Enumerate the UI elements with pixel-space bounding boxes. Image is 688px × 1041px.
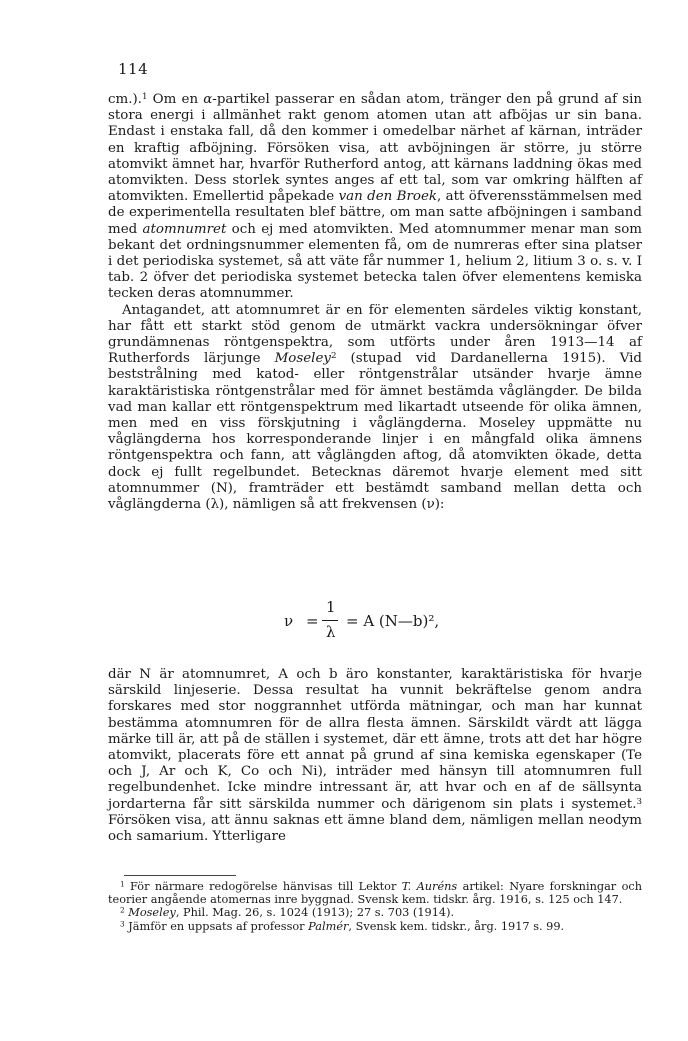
paragraph-1: [108, 92, 642, 303]
fraction-bar: [322, 620, 338, 621]
italic-text: T. Auréns: [401, 880, 458, 893]
main-text-lower: [108, 667, 642, 845]
formula-numerator: 1: [326, 598, 336, 616]
italic-text: α: [203, 92, 213, 107]
text-run: , Phil. Mag. 26, s. 1024 (1913); 27 s. 703 (1914).: [175, 906, 455, 920]
text-run: Om en: [147, 92, 204, 107]
text-run: , att öfverensstämmelsen med de experimentella resultaten blef bättre, om man satte afböjningen i samband med: [108, 189, 642, 237]
page-number: 114: [118, 60, 149, 78]
text-run: Jämför en uppsats af professor: [124, 919, 309, 933]
text-run: (stupad vid Dardanellerna 1915). Vid beststrålning med katod- eller röntgenstrålar utsänder hvarje ämne karaktäristiska röntgenstrålar med för ämnet bestämda våglängder. De bilda vad man kallar ett röntgenspektrum med likartadt utseende för olika ämnen, men med en viss förskjutning i våglängderna. Moseley uppmätte nu våglängderna hos korresponderande linjer i en mångfald olika ämnens röntgenspektra och fann, att våglängden aftog, då atomvikten ökade, detta dock ej fullt regelbundet. Betecknas däremot hvarje element med sitt atomnummer (N), framträder ett bestämdt samband mellan detta och våglängderna (λ), nämligen så att frekvensen (ν):: [108, 351, 642, 513]
italic-text: Moseley: [128, 906, 176, 920]
text-run: och ej med atomvikten. Med atomnummer menar man som bekant det ordningsnummer elementen få, om de numreras efter sina platser i det periodiska systemet, så att väte får nummer 1, helium 2, litium 3 o. s. v. I tab. 2 öfver det periodiska systemet betecka talen öfver elementens kemiska tecken deras atomnummer.: [108, 221, 643, 302]
footnote-marker: 3: [120, 919, 125, 929]
text-run: , Svensk kem. tidskr., årg. 1917 s. 99.: [348, 919, 565, 933]
footnote-marker: 2: [120, 906, 125, 916]
text-run: artikel: Nyare forskningar och teorier angående atomernas inre byggnad. Svensk kem. tidskr. årg. 1916, s. 125 och 147.: [108, 880, 642, 907]
equation-frequency: [0, 598, 688, 644]
footnote-marker: 2: [330, 351, 337, 362]
formula-lhs: ν: [284, 612, 294, 630]
main-text-upper: [108, 92, 642, 513]
italic-text: atomnumret: [142, 221, 227, 237]
text-run: Försöken visa, att ännu saknas ett ämne bland dem, nämligen mellan neodym och samarium. Ytterligare: [108, 812, 642, 845]
text-run: För närmare redogörelse hänvisas till Lektor: [124, 880, 402, 893]
italic-text: van den Broek: [338, 189, 438, 205]
footnote-2: [108, 906, 642, 919]
text-run: där N är atomnumret, A och b äro konstanter, karaktäristiska för hvarje särskild linjeserie. Dessa resultat ha vunnit bekräftelse genom andra forskares med stor noggrannhet utförda mätningar, och man har kunnat bestämma atomnumren för de allra flesta ämnen. Särskildt värdt att lägga märke till är, att på de ställen i systemet, där ett ämne, trots att det har högre atomvikt, placerats före ett annat på grund af sina kemiska egenskaper (Te och J, Ar och K, Co och Ni), inträder med hänsyn till atomnumren full regelbundenhet. Icke mindre intressant är, att hvar och en af de sällsynta jordarterna får sitt särskilda nummer och därigenom sin plats i systemet.: [108, 667, 642, 812]
footnote-marker: 1: [120, 879, 125, 889]
footnote-rule: [124, 875, 236, 876]
footnote-marker: 3: [636, 796, 642, 807]
paragraph-lower-1: [108, 667, 642, 845]
footnote-3: [108, 920, 642, 933]
formula-denominator: λ: [326, 623, 336, 641]
formula-rhs: = A (N—b)²,: [346, 612, 440, 630]
formula-equals: =: [306, 612, 319, 630]
paragraph-2: [108, 303, 642, 514]
footnote-1: [108, 880, 642, 906]
footnote-marker: 1: [141, 92, 148, 103]
footnotes: [108, 880, 642, 933]
italic-text: Moseley: [274, 351, 331, 367]
text-run: -partikel passerar en sådan atom, tränger den på grund af sin stora energi i allmänhet rakt genom atomen utan att afböjas ur sin bana. Endast i enstaka fall, då den kommer i omedelbar närhet af kärnan, inträder en kraftig afböjning. Försöken visa, att avböjningen är större, ju större atomvikt ämnet har, hvarför Rutherford antog, att kärnans laddning ökas med atomvikten. Dess storlek syntes anges af ett tal, som var omkring hälften af atomvikten. Emellertid påpekade: [108, 92, 642, 205]
text-run: cm.).: [108, 92, 142, 107]
text-run: Antagandet, att atomnumret är en för elementen särdeles viktig konstant, har fått ett starkt stöd genom de utmärkt vackra undersökningar öfver grundämnenas röntgenspektra, som utförts under åren 1913—14 af Rutherfords lärjunge: [108, 302, 642, 367]
italic-text: Palmér: [308, 919, 349, 933]
